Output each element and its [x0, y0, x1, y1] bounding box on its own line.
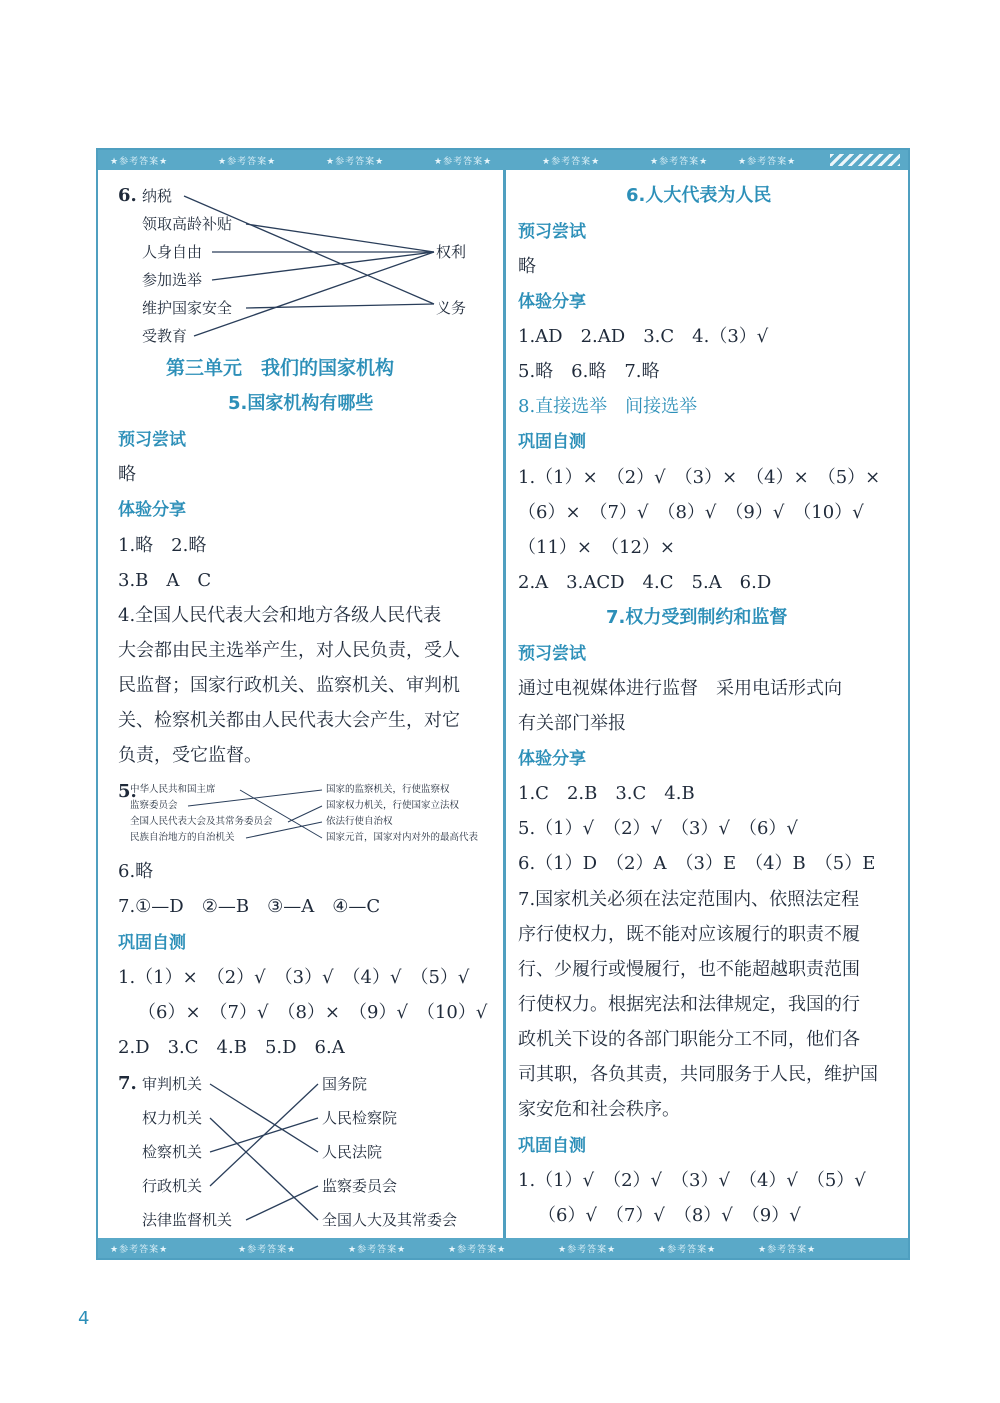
- q7-left-item: 审判机关: [142, 1075, 203, 1093]
- answer-line: 1.（1）× （2）√ （3）× （4）× （5）×: [518, 467, 881, 488]
- answer-line: 略: [518, 256, 536, 277]
- column-divider: [503, 170, 506, 1242]
- answer-line: 7.①—D ②—B ③—A ④—C: [118, 896, 381, 917]
- answer-paragraph-line: 行使权力。根据宪法和法律规定，我国的行: [518, 994, 860, 1015]
- section-heading: 预习尝试: [518, 222, 586, 242]
- answer-line: 5.（1）√ （2）√ （3）√ （6）√: [518, 818, 798, 839]
- section-heading: 巩固自测: [518, 432, 586, 452]
- q7-right-item: 国务院: [322, 1075, 368, 1093]
- section-heading: 巩固自测: [518, 1136, 586, 1156]
- q5-left-item: 全国人民代表大会及其常务委员会: [130, 816, 273, 827]
- q5-left-item: 监察委员会: [130, 800, 178, 811]
- answer-line: 2.D 3.C 4.B 5.D 6.A: [118, 1037, 345, 1058]
- q6-target-duties: 义务: [436, 299, 467, 317]
- q5-number: 5.: [118, 781, 137, 802]
- q6-item: 人身自由: [142, 243, 203, 261]
- q7-right-item: 人民检察院: [322, 1109, 398, 1127]
- q7-left-item: 权力机关: [142, 1109, 203, 1127]
- band-tag: ★参考答案★: [558, 1245, 617, 1255]
- top-band: [98, 150, 908, 170]
- q6-number: 6.: [118, 185, 137, 206]
- q6-item: 参加选举: [142, 271, 203, 289]
- stripe-decoration: [830, 154, 900, 166]
- section-heading: 体验分享: [518, 749, 586, 769]
- section-heading: 体验分享: [118, 500, 186, 520]
- band-tag: ★参考答案★: [738, 157, 797, 167]
- answer-line: 2.A 3.ACD 4.C 5.A 6.D: [518, 572, 772, 593]
- q5-match-lines: [118, 776, 488, 856]
- q6-item: 领取高龄补贴: [142, 215, 233, 233]
- answer-paragraph-line: 行、少履行或慢履行，也不能超越职责范围: [518, 959, 860, 980]
- q7-left-item: 检察机关: [142, 1143, 203, 1161]
- q6-target-rights: 权利: [436, 243, 467, 261]
- answer-paragraph-line: 4.全国人民代表大会和地方各级人民代表: [118, 605, 442, 626]
- answer-line: （6）× （7）√ （8）× （9）√ （10）√: [138, 1002, 488, 1023]
- band-tag: ★参考答案★: [658, 1245, 717, 1255]
- answer-paragraph-line: 政机关下设的各部门职能分工不同，他们各: [518, 1029, 860, 1050]
- answer-line: 6.（1）D （2）A （3）E （4）B （5）E: [518, 853, 876, 874]
- unit-title: 第三单元 我们的国家机构: [166, 357, 395, 379]
- q7-number: 7.: [118, 1073, 137, 1094]
- answer-paragraph-line: 民监督；国家行政机关、监察机关、审判机: [118, 675, 460, 696]
- lesson-title: 5.国家机构有哪些: [228, 393, 374, 414]
- q7-match-lines: [118, 1066, 488, 1236]
- answer-line: （6）√ （7）√ （8）√ （9）√: [538, 1205, 801, 1226]
- answer-line: 1.C 2.B 3.C 4.B: [518, 783, 695, 804]
- answer-paragraph-line: 司其职，各负其责，共同服务于人民，维护国: [518, 1064, 878, 1085]
- band-tag: ★参考答案★: [448, 1245, 507, 1255]
- q6-match-lines: [118, 176, 488, 356]
- band-tag: ★参考答案★: [110, 1245, 169, 1255]
- answer-line: 1.略 2.略: [118, 535, 207, 556]
- answer-paragraph-line: 关、检察机关都由人民代表大会产生，对它: [118, 710, 460, 731]
- band-tag: ★参考答案★: [758, 1245, 817, 1255]
- band-tag: ★参考答案★: [434, 157, 493, 167]
- answer-line: 略: [118, 464, 136, 485]
- band-tag: ★参考答案★: [218, 157, 277, 167]
- q5-right-item: 国家权力机关，行使国家立法权: [326, 800, 460, 811]
- answer-line: 6.略: [118, 861, 154, 882]
- answer-paragraph-line: 7.国家机关必须在法定范围内、依照法定程: [518, 889, 860, 910]
- bottom-band: [98, 1238, 908, 1258]
- answer-paragraph-line: 大会都由民主选举产生，对人民负责，受人: [118, 640, 460, 661]
- section-heading: 预习尝试: [118, 430, 186, 450]
- q5-right-item: 依法行使自治权: [326, 816, 393, 827]
- section-heading: 巩固自测: [118, 933, 186, 953]
- answer-line: 1.（1）√ （2）√ （3）√ （4）√ （5）√: [518, 1170, 866, 1191]
- answer-line: 有关部门举报: [518, 713, 626, 734]
- section-heading: 预习尝试: [518, 644, 586, 664]
- lesson-title: 6.人大代表为人民: [626, 185, 772, 206]
- q6-item: 维护国家安全: [142, 299, 233, 317]
- answer-line: 1.AD 2.AD 3.C 4.（3）√: [518, 326, 769, 347]
- answer-line: 5.略 6.略 7.略: [518, 361, 660, 382]
- q5-right-item: 国家的监察机关，行使监察权: [326, 784, 450, 795]
- q7-left-item: 法律监督机关: [142, 1211, 233, 1229]
- answer-line: 1.（1）× （2）√ （3）√ （4）√ （5）√: [118, 967, 470, 988]
- band-tag: ★参考答案★: [650, 157, 709, 167]
- page-number: 4: [78, 1308, 90, 1329]
- answer-line: 通过电视媒体进行监督 采用电话形式向: [518, 678, 842, 699]
- q5-left-item: 中华人民共和国主席: [130, 784, 216, 795]
- band-tag: ★参考答案★: [326, 157, 385, 167]
- band-tag: ★参考答案★: [110, 157, 169, 167]
- answer-paragraph-line: 序行使权力，既不能对应该履行的职责不履: [518, 924, 860, 945]
- q7-right-item: 全国人大及其常委会: [322, 1211, 458, 1229]
- q6-item: 受教育: [142, 327, 188, 345]
- q5-left-item: 民族自治地方的自治机关: [130, 832, 235, 843]
- answer-paragraph-line: 负责，受它监督。: [118, 745, 262, 766]
- band-tag: ★参考答案★: [348, 1245, 407, 1255]
- section-heading: 体验分享: [518, 292, 586, 312]
- band-tag: ★参考答案★: [542, 157, 601, 167]
- q7-left-item: 行政机关: [142, 1177, 203, 1195]
- q5-right-item: 国家元首，国家对内对外的最高代表: [326, 832, 479, 843]
- answer-page-frame: [96, 148, 910, 1260]
- answer-paragraph-line: 家安危和社会秩序。: [518, 1099, 680, 1120]
- q7-right-item: 人民法院: [322, 1143, 383, 1161]
- answer-line: （6）× （7）√ （8）√ （9）√ （10）√: [518, 502, 864, 523]
- q6-item: 纳税: [142, 187, 173, 205]
- band-tag: ★参考答案★: [238, 1245, 297, 1255]
- lesson-title: 7.权力受到制约和监督: [606, 607, 788, 628]
- q7-right-item: 监察委员会: [322, 1177, 398, 1195]
- answer-line: 8.直接选举 间接选举: [518, 396, 698, 417]
- answer-line: （11）× （12）×: [518, 537, 675, 558]
- answer-line: 3.B A C: [118, 570, 212, 591]
